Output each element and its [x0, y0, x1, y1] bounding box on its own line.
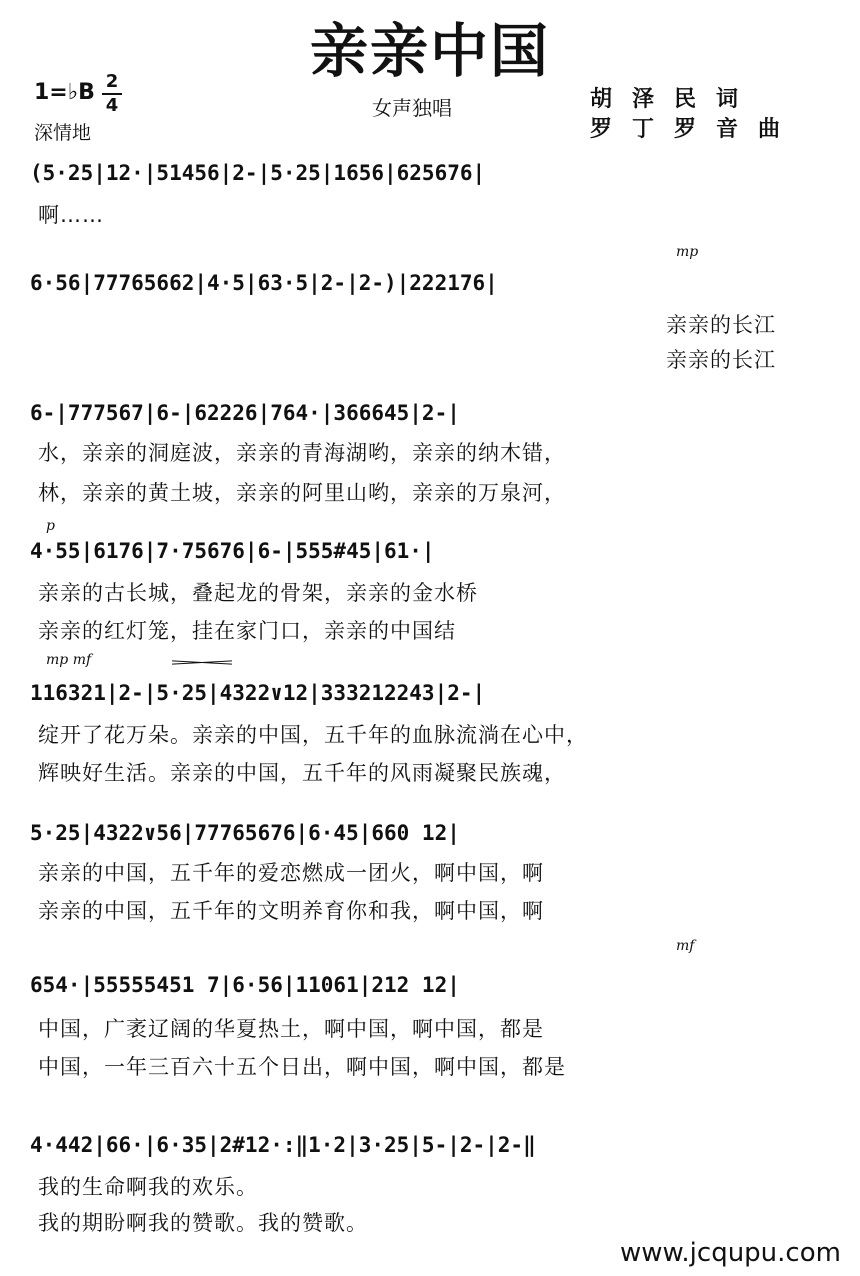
tempo-marking: 深情地: [34, 122, 92, 144]
performance-type: 女声独唱: [372, 96, 452, 120]
lyric-line-6a: 亲亲的中国，五千年的爱恋燃成一团火，啊中国，啊: [38, 861, 544, 885]
lyric-line-4a: 亲亲的古长城，叠起龙的骨架，亲亲的金水桥: [38, 581, 478, 605]
lyric-line-3b: 林，亲亲的黄土坡，亲亲的阿里山哟，亲亲的万泉河，: [38, 481, 566, 505]
notation-line-6: 5·25|4322∨56|77765676|6·45|660 12|: [30, 821, 460, 845]
notation-line-1: (5·25|12·|51456|2-|5·25|1656|625676|: [30, 161, 486, 185]
notation-line-4: 4·55|6176|7·75676|6-|555#45|61·|: [30, 539, 435, 563]
dynamic-mark-7: mf: [676, 938, 695, 954]
time-sig-top: 2: [105, 71, 119, 92]
dynamic-mark-5: mp mf: [46, 652, 92, 668]
lyric-line-4b: 亲亲的红灯笼，挂在家门口，亲亲的中国结: [38, 619, 456, 643]
composer-credit: 罗丁罗音曲: [590, 117, 801, 142]
lyricist-credit: 胡泽民词: [590, 87, 759, 112]
lyric-line-7b: 中国，一年三百六十五个日出，啊中国，啊中国，都是: [38, 1055, 566, 1079]
time-signature: [102, 72, 122, 116]
lyric-line-8a: 我的生命啊我的欢乐。: [38, 1175, 258, 1199]
lyric-line-2a: 亲亲的长江: [666, 313, 776, 337]
lyric-line-2b: 亲亲的长江: [666, 348, 776, 372]
lyric-line-7a: 中国，广袤辽阔的华夏热土，啊中国，啊中国，都是: [38, 1017, 544, 1041]
lyric-line-8b: 我的期盼啊我的赞歌。我的赞歌。: [38, 1211, 368, 1235]
lyric-line-5a: 绽开了花万朵。亲亲的中国，五千年的血脉流淌在心中，: [38, 723, 588, 747]
dynamic-mark-2: mp: [676, 244, 699, 260]
lyric-line-5b: 辉映好生活。亲亲的中国，五千年的风雨凝聚民族魂，: [38, 761, 566, 785]
watermark-url: www.jcqupu.com: [620, 1238, 841, 1268]
notation-line-7: 654·|55555451 7|6·56|11061|212 12|: [30, 973, 460, 997]
key-signature: 1=♭B: [34, 80, 95, 105]
time-sig-bottom: 4: [105, 95, 119, 116]
lyric-line-6b: 亲亲的中国，五千年的文明养育你和我，啊中国，啊: [38, 899, 544, 923]
dynamic-mark-4: p: [46, 518, 55, 534]
notation-line-2: 6·56|77765662|4·5|63·5|2-|2-)|222176|: [30, 271, 498, 295]
lyric-line-1a: 啊……: [38, 203, 104, 227]
notation-line-8: 4·442|66·|6·35|2#12·:‖1·2|3·25|5-|2-|2-‖: [30, 1133, 536, 1157]
notation-line-5: 116321|2-|5·25|4322∨12|333212243|2-|: [30, 681, 486, 705]
page-title: 亲亲中国: [309, 17, 550, 85]
notation-line-3: 6-|777567|6-|62226|764·|366645|2-|: [30, 401, 460, 425]
lyric-line-3a: 水，亲亲的洞庭波，亲亲的青海湖哟，亲亲的纳木错，: [38, 441, 566, 465]
